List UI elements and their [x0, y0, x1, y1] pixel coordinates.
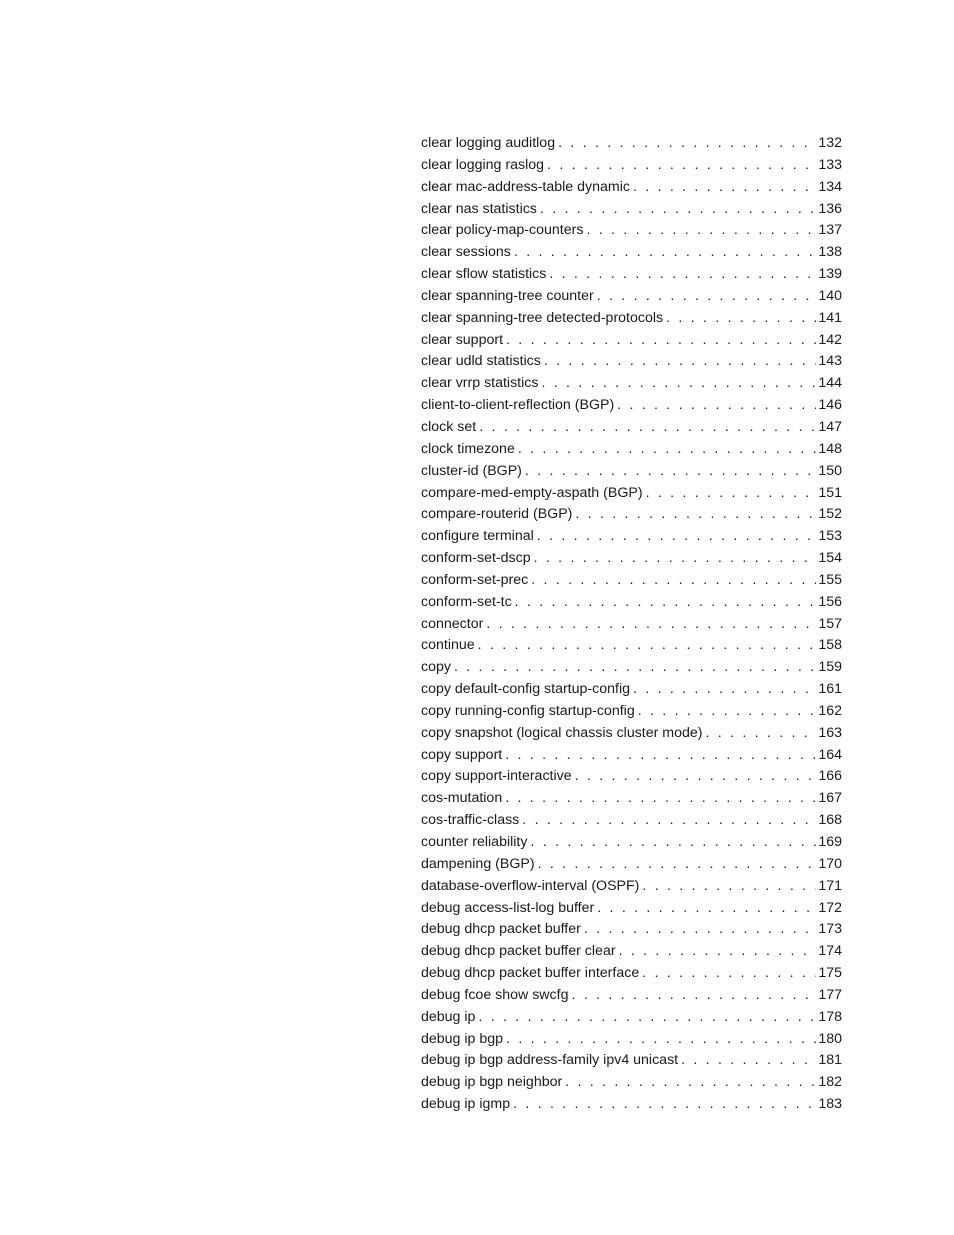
toc-entry[interactable]	[421, 898, 842, 920]
toc-dot-leader	[479, 417, 816, 439]
toc-entry-title: connector	[421, 615, 484, 632]
toc-dot-leader	[478, 635, 817, 657]
toc-entry[interactable]	[421, 592, 842, 614]
toc-entry-title: clear sessions	[421, 244, 511, 261]
toc-entry[interactable]	[421, 657, 842, 679]
toc-entry-page-number: 159	[818, 659, 842, 676]
toc-dot-leader	[633, 177, 816, 199]
toc-entry-page-number: 182	[818, 1074, 842, 1091]
toc-entry-title: debug fcoe show swcfg	[421, 986, 569, 1003]
toc-entry-page-number: 156	[818, 593, 842, 610]
toc-entry-page-number: 155	[818, 571, 842, 588]
toc-entry[interactable]	[421, 351, 842, 373]
toc-dot-leader	[681, 1050, 816, 1072]
toc-entry-page-number: 136	[818, 200, 842, 217]
toc-entry-title: debug ip	[421, 1008, 476, 1025]
toc-entry-page-number: 143	[818, 353, 842, 370]
toc-entry-title: debug access-list-log buffer	[421, 899, 595, 916]
toc-entry[interactable]	[421, 264, 842, 286]
toc-dot-leader	[525, 461, 816, 483]
toc-entry[interactable]	[421, 548, 842, 570]
toc-entry-page-number: 142	[818, 331, 842, 348]
toc-entry-page-number: 134	[818, 178, 842, 195]
toc-entry-title: debug dhcp packet buffer	[421, 921, 581, 938]
toc-dot-leader	[505, 788, 816, 810]
toc-entry[interactable]	[421, 810, 842, 832]
toc-entry-page-number: 154	[818, 550, 842, 567]
toc-entry[interactable]	[421, 220, 842, 242]
toc-entry-title: conform-set-prec	[421, 571, 529, 588]
toc-dot-leader	[514, 242, 816, 264]
toc-entry[interactable]	[421, 439, 842, 461]
toc-entry-page-number: 153	[818, 528, 842, 545]
toc-entry-title: clear logging auditlog	[421, 135, 556, 151]
toc-entry[interactable]	[421, 1094, 842, 1116]
toc-dot-leader	[541, 373, 816, 395]
toc-dot-leader	[584, 919, 816, 941]
toc-entry[interactable]	[421, 177, 842, 199]
toc-entry-page-number: 133	[818, 156, 842, 173]
toc-dot-leader	[619, 941, 817, 963]
toc-entry-title: dampening (BGP)	[421, 855, 535, 872]
toc-dot-leader	[597, 898, 816, 920]
toc-dot-leader	[633, 679, 816, 701]
toc-entry-page-number: 170	[818, 855, 842, 872]
toc-entry-page-number: 183	[818, 1096, 842, 1113]
toc-entry-page-number: 140	[818, 287, 842, 304]
toc-entry-title: clear spanning-tree detected-protocols	[421, 309, 664, 326]
toc-entry[interactable]	[421, 1072, 842, 1094]
toc-entry[interactable]	[421, 832, 842, 854]
toc-entry[interactable]	[421, 614, 842, 636]
toc-entry[interactable]	[421, 635, 842, 657]
toc-dot-leader	[531, 570, 816, 592]
toc-entry[interactable]	[421, 766, 842, 788]
toc-entry-page-number: 177	[818, 986, 842, 1003]
toc-dot-leader	[571, 985, 816, 1007]
toc-entry-title: cluster-id (BGP)	[421, 462, 522, 479]
toc-entry-title: copy support-interactive	[421, 768, 572, 785]
toc-entry-page-number: 172	[818, 899, 842, 916]
toc-entry-page-number: 167	[818, 790, 842, 807]
toc-dot-leader	[515, 592, 817, 614]
toc-dot-leader	[638, 701, 817, 723]
toc-dot-leader	[506, 330, 816, 352]
toc-dot-leader	[642, 963, 816, 985]
toc-entry-page-number: 173	[818, 921, 842, 938]
toc-dot-leader	[575, 504, 816, 526]
toc-entry[interactable]	[421, 985, 842, 1007]
toc-entry-page-number: 174	[818, 943, 842, 960]
toc-entry-page-number: 150	[818, 462, 842, 479]
toc-entry[interactable]	[421, 745, 842, 767]
toc-dot-leader	[537, 526, 817, 548]
toc-entry-title: counter reliability	[421, 834, 528, 850]
toc-entry-page-number: 152	[818, 506, 842, 523]
toc-entry-title: debug ip bgp neighbor	[421, 1074, 563, 1091]
toc-entry-title: debug dhcp packet buffer clear	[421, 943, 616, 960]
toc-dot-leader	[565, 1072, 816, 1094]
toc-entry-page-number: 144	[818, 375, 842, 392]
toc-entry-page-number: 171	[818, 877, 842, 894]
toc-entry[interactable]	[421, 395, 842, 417]
toc-entry-page-number: 139	[818, 266, 842, 283]
toc-entry-title: copy default-config startup-config	[421, 681, 630, 698]
toc-entry-page-number: 175	[818, 965, 842, 982]
toc-entry-title: configure terminal	[421, 528, 534, 545]
toc-entry-title: cos-mutation	[421, 790, 503, 807]
toc-entry-title: copy support	[421, 746, 503, 763]
toc-entry-page-number: 158	[818, 637, 842, 654]
toc-dot-leader	[547, 155, 816, 177]
toc-entry-title: copy	[421, 659, 451, 676]
toc-entry[interactable]	[421, 876, 842, 898]
toc-entry-title: clear udld statistics	[421, 353, 541, 370]
toc-dot-leader	[534, 548, 817, 570]
toc-entry[interactable]	[421, 854, 842, 876]
toc-entry-page-number: 181	[818, 1052, 842, 1069]
toc-entry[interactable]	[421, 1007, 842, 1029]
toc-dot-leader	[506, 1029, 816, 1051]
toc-entry-page-number: 178	[818, 1008, 842, 1025]
toc-entry[interactable]	[421, 133, 842, 155]
toc-entry[interactable]	[421, 788, 842, 810]
toc-dot-leader	[558, 133, 816, 155]
toc-dot-leader	[544, 351, 816, 373]
toc-entry-title: copy running-config startup-config	[421, 702, 635, 719]
toc-entry-title: client-to-client-reflection (BGP)	[421, 397, 615, 414]
toc-entry[interactable]	[421, 919, 842, 941]
toc-dot-leader	[505, 745, 816, 767]
toc-dot-leader	[597, 286, 817, 308]
toc-entry[interactable]	[421, 286, 842, 308]
toc-entry-title: clear support	[421, 331, 504, 348]
toc-dot-leader	[518, 439, 816, 461]
toc-entry-page-number: 141	[818, 309, 842, 326]
toc-entry[interactable]	[421, 483, 842, 505]
toc-entry[interactable]	[421, 417, 842, 439]
toc-entry[interactable]	[421, 330, 842, 352]
toc-entry-title: compare-med-empty-aspath (BGP)	[421, 484, 643, 501]
toc-entry-title: continue	[421, 637, 475, 654]
toc-entry-title: copy snapshot (logical chassis cluster mode)	[421, 724, 703, 741]
toc-entry[interactable]	[421, 504, 842, 526]
toc-entry[interactable]	[421, 373, 842, 395]
toc-entry-title: clear nas statistics	[421, 200, 537, 217]
toc-entry[interactable]	[421, 199, 842, 221]
toc-entry[interactable]	[421, 679, 842, 701]
toc-dot-leader	[549, 264, 816, 286]
toc-dot-leader	[522, 810, 816, 832]
toc-entry[interactable]	[421, 461, 842, 483]
toc-entry[interactable]	[421, 155, 842, 177]
toc-entry-page-number: 147	[818, 418, 842, 435]
toc-entry-page-number: 132	[818, 135, 842, 151]
toc-entry[interactable]	[421, 723, 842, 745]
toc-dot-leader	[666, 308, 816, 330]
toc-entry-page-number: 169	[818, 834, 842, 850]
toc-entry-page-number: 164	[818, 746, 842, 763]
toc-entry[interactable]	[421, 1050, 842, 1072]
toc-entry-page-number: 138	[818, 244, 842, 261]
toc-entry-page-number: 137	[818, 222, 842, 239]
toc-entry[interactable]	[421, 1029, 842, 1051]
toc-entry-title: cos-traffic-class	[421, 812, 520, 829]
toc-entry-title: conform-set-dscp	[421, 550, 531, 567]
toc-entry-title: conform-set-tc	[421, 593, 512, 610]
toc-entry[interactable]	[421, 308, 842, 330]
toc-entry-page-number: 146	[818, 397, 842, 414]
toc-entry[interactable]	[421, 701, 842, 723]
toc-dot-leader	[478, 1007, 816, 1029]
toc-entry[interactable]	[421, 941, 842, 963]
toc-dot-leader	[575, 766, 817, 788]
toc-entry-title: debug ip igmp	[421, 1096, 511, 1113]
toc-dot-leader	[540, 199, 816, 221]
table-of-contents	[421, 133, 842, 1116]
toc-entry-page-number: 161	[818, 681, 842, 698]
toc-dot-leader	[646, 483, 817, 505]
toc-dot-leader	[530, 832, 816, 854]
toc-dot-leader	[642, 876, 816, 898]
toc-entry[interactable]	[421, 570, 842, 592]
toc-entry-title: debug ip bgp	[421, 1030, 504, 1047]
toc-entry-title: clock timezone	[421, 440, 515, 457]
toc-entry-page-number: 148	[818, 440, 842, 457]
toc-entry-page-number: 163	[818, 724, 842, 741]
toc-dot-leader	[617, 395, 816, 417]
toc-entry-title: debug dhcp packet buffer interface	[421, 965, 640, 982]
toc-entry-title: clear policy-map-counters	[421, 222, 584, 239]
toc-entry-page-number: 162	[818, 702, 842, 719]
toc-entry-title: database-overflow-interval (OSPF)	[421, 877, 640, 894]
toc-dot-leader	[486, 614, 816, 636]
toc-entry-title: clear logging raslog	[421, 156, 545, 173]
toc-entry-title: clear sflow statistics	[421, 266, 547, 283]
toc-entry-title: clear spanning-tree counter	[421, 287, 594, 304]
toc-dot-leader	[454, 657, 816, 679]
toc-entry[interactable]	[421, 963, 842, 985]
toc-entry-title: compare-routerid (BGP)	[421, 506, 573, 523]
toc-dot-leader	[586, 220, 816, 242]
toc-entry-page-number: 166	[818, 768, 842, 785]
toc-dot-leader	[538, 854, 817, 876]
toc-dot-leader	[513, 1094, 816, 1116]
toc-entry-title: debug ip bgp address-family ipv4 unicast	[421, 1052, 679, 1069]
toc-entry-page-number: 168	[818, 812, 842, 829]
toc-entry[interactable]	[421, 242, 842, 264]
toc-entry[interactable]	[421, 526, 842, 548]
toc-dot-leader	[706, 723, 817, 745]
toc-entry-page-number: 180	[818, 1030, 842, 1047]
toc-entry-title: clock set	[421, 418, 477, 435]
toc-entry-page-number: 157	[818, 615, 842, 632]
toc-entry-title: clear vrrp statistics	[421, 375, 539, 392]
toc-entry-page-number: 151	[818, 484, 842, 501]
toc-entry-title: clear mac-address-table dynamic	[421, 178, 630, 195]
